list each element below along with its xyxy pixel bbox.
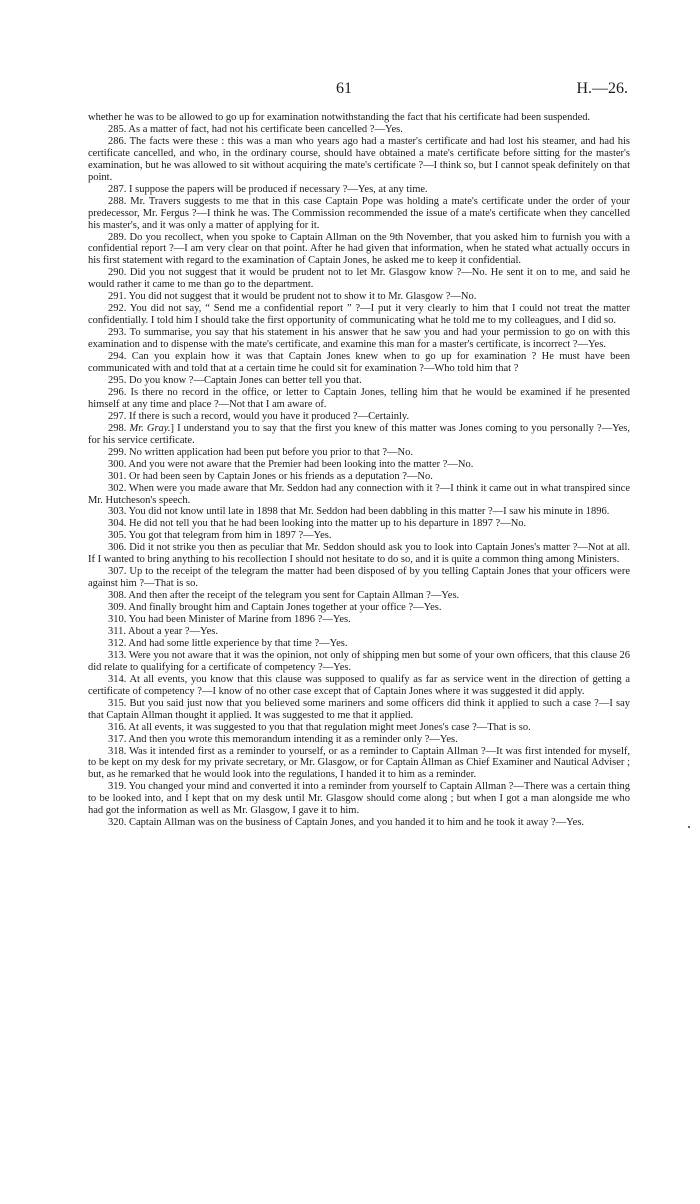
qa-paragraph: 289. Do you recollect, when you spoke to Captain Allman on the 9th November, that you asked him to furnish you with a confidential report ?—I am very clear on that point. After he had given that information, when he stated what actually occurs in his first statement with regard to the examination of Captain Jones, he asked me to keep it confidential. — [88, 231, 630, 267]
qa-paragraph: 318. Was it intended first as a reminder to yourself, or as a reminder to Captain Allman ?—It was first intended for myself, to be kept on my desk for my private secretary, or Mr. Glasgow, or for Captain Allman as Chief Examiner and Nautical Adviser ; but, as he remarked that he would look into the regulations, I handed it to him as a reminder. — [88, 745, 630, 781]
qa-paragraph: 293. To summarise, you say that his statement in his answer that he saw you and had your permission to go on with this examination and to dispense with the mate's certificate, and examine this man for a master's certificate, is incorrect ?—Yes. — [88, 327, 630, 351]
qa-paragraph: 306. Did it not strike you then as peculiar that Mr. Seddon should ask you to look into Captain Jones's matter ?—Not at all. If I wanted to bring anything to his recollection I should not hesitate to do so, and it is quite a common thing among Ministers. — [88, 542, 630, 566]
qa-paragraph: 298. Mr. Gray.] I understand you to say that the first you knew of this matter was Jones coming to you personally ?—Yes, for his service certificate. — [88, 422, 631, 446]
qa-paragraph: 311. About a year ?—Yes. — [108, 625, 218, 637]
qa-paragraph: 287. I suppose the papers will be produced if necessary ?—Yes, at any time. — [108, 183, 428, 195]
qa-paragraph: 285. As a matter of fact, had not his certificate been cancelled ?—Yes. — [108, 123, 403, 135]
qa-paragraph: 303. You did not know until late in 1898 that Mr. Seddon had been dabbling in this matter ?—I saw his minute in 1896. — [108, 506, 610, 518]
qa-paragraph: 304. He did not tell you that he had been looking into the matter up to his departure in 1897 ?—No. — [108, 518, 527, 530]
evidence-text — [88, 112, 630, 829]
speaker-label: Mr. Gray. — [129, 422, 171, 434]
qa-paragraph: 310. You had been Minister of Marine from 1896 ?—Yes. — [108, 614, 351, 626]
qa-paragraph: 300. And you were not aware that the Premier had been looking into the matter ?—No. — [108, 458, 474, 470]
qa-paragraph: 309. And finally brought him and Captain Jones together at your office ?—Yes. — [108, 602, 442, 614]
qa-paragraph: 302. When were you made aware that Mr. Seddon had any connection with it ?—I think it came out in what transpired since Mr. Hutcheson's speech. — [88, 482, 630, 506]
qa-paragraph: 288. Mr. Travers suggests to me that in this case Captain Pope was holding a mate's certificate under the order of your predecessor, Mr. Fergus ?—I think he was. The Commission recommended the issue of a mate's certificate when they cancelled his master's, and it was only a matter of applying for it. — [88, 195, 630, 231]
qa-paragraph: 320. Captain Allman was on the business of Captain Jones, and you handed it to him and he took it away ?—Yes. — [108, 817, 585, 829]
qa-paragraph: 308. And then after the receipt of the telegram you sent for Captain Allman ?—Yes. — [108, 590, 460, 602]
qa-paragraph: 297. If there is such a record, would you have it produced ?—Certainly. — [108, 410, 410, 422]
document-reference: H.—26. — [576, 80, 628, 97]
qa-paragraph: 313. Were you not aware that it was the opinion, not only of shipping men but some of your own officers, that this clause 26 did relate to qualifying for a certificate of competency ?—Yes. — [88, 649, 630, 673]
continuation-paragraph: whether he was to be allowed to go up for examination notwithstanding the fact that his certificate had been suspended. — [88, 112, 591, 123]
qa-paragraph: 301. Or had been seen by Captain Jones or his friends as a deputation ?—No. — [108, 470, 433, 482]
qa-paragraph: 299. No written application had been put before you prior to that ?—No. — [108, 446, 414, 458]
qa-paragraph: 294. Can you explain how it was that Captain Jones knew when to go up for examination ? He must have been communicated with and told that at a certain time he could sit for examination ?—Who told him that ? — [88, 351, 630, 375]
qa-paragraph: 312. And had some little experience by that time ?—Yes. — [108, 637, 348, 649]
qa-paragraph: 305. You got that telegram from him in 1897 ?—Yes. — [108, 530, 332, 542]
qa-paragraph: 290. Did you not suggest that it would be prudent not to let Mr. Glasgow know ?—No. He sent it on to me, and said he would rather it came to me than go to the department. — [88, 267, 630, 291]
qa-paragraph: 291. You did not suggest that it would be prudent not to show it to Mr. Glasgow ?—No. — [108, 291, 477, 303]
qa-paragraph: 307. Up to the receipt of the telegram the matter had been disposed of by you telling Captain Jones that your officers were against him ?—That is so. — [88, 566, 630, 590]
page-number: 61 — [336, 80, 352, 97]
page-header — [88, 80, 630, 102]
qa-paragraph: 295. Do you know ?—Captain Jones can better tell you that. — [108, 374, 362, 386]
qa-paragraph: 315. But you said just now that you believed some mariners and some officers did think it applied to such a case ?—I say that Captain Allman thought it applied. It was suggested to me that it applied. — [88, 697, 630, 721]
qa-paragraph: 286. The facts were these : this was a man who years ago had a master's certificate and had lost his steamer, and had his certificate cancelled, and who, in the ordinary course, should have obtained a mate's certificate before sitting for the master's examination, but he was allowed to sit without acquiring the mate's certificate ?—I think so, but I cannot speak definitely on that point. — [88, 135, 630, 183]
qa-paragraph: 319. You changed your mind and converted it into a reminder from yourself to Captain Allman ?—There was a certain thing to be looked into, and I kept that on my desk until Mr. Glasgow should come along ; but when I got a man alongside me who had got the information as well as Mr. Glasgow, I gave it to him. — [88, 781, 630, 817]
margin-speck — [688, 826, 690, 828]
qa-paragraph: 316. At all events, it was suggested to you that that regulation might meet Jones's case ?—That is so. — [108, 721, 531, 733]
qa-paragraph: 296. Is there no record in the office, or letter to Captain Jones, telling him that he would be examined if he presented himself at any time and place ?—Not that I am aware of. — [88, 386, 630, 410]
qa-paragraph: 317. And then you wrote this memorandum intending it as a reminder only ?—Yes. — [108, 733, 458, 745]
qa-paragraph: 292. You did not say, “ Send me a confidential report ” ?—I put it very clearly to him that I could not treat the matter confidentially. I told him I should take the first opportunity of communicating what he told me to my colleagues, and I did so. — [88, 303, 630, 327]
qa-paragraph: 314. At all events, you know that this clause was supposed to qualify as far as service went in the direction of getting a certificate of competency ?—I know of no other case except that of Captain Jones where it was suggested it did apply. — [88, 673, 630, 697]
